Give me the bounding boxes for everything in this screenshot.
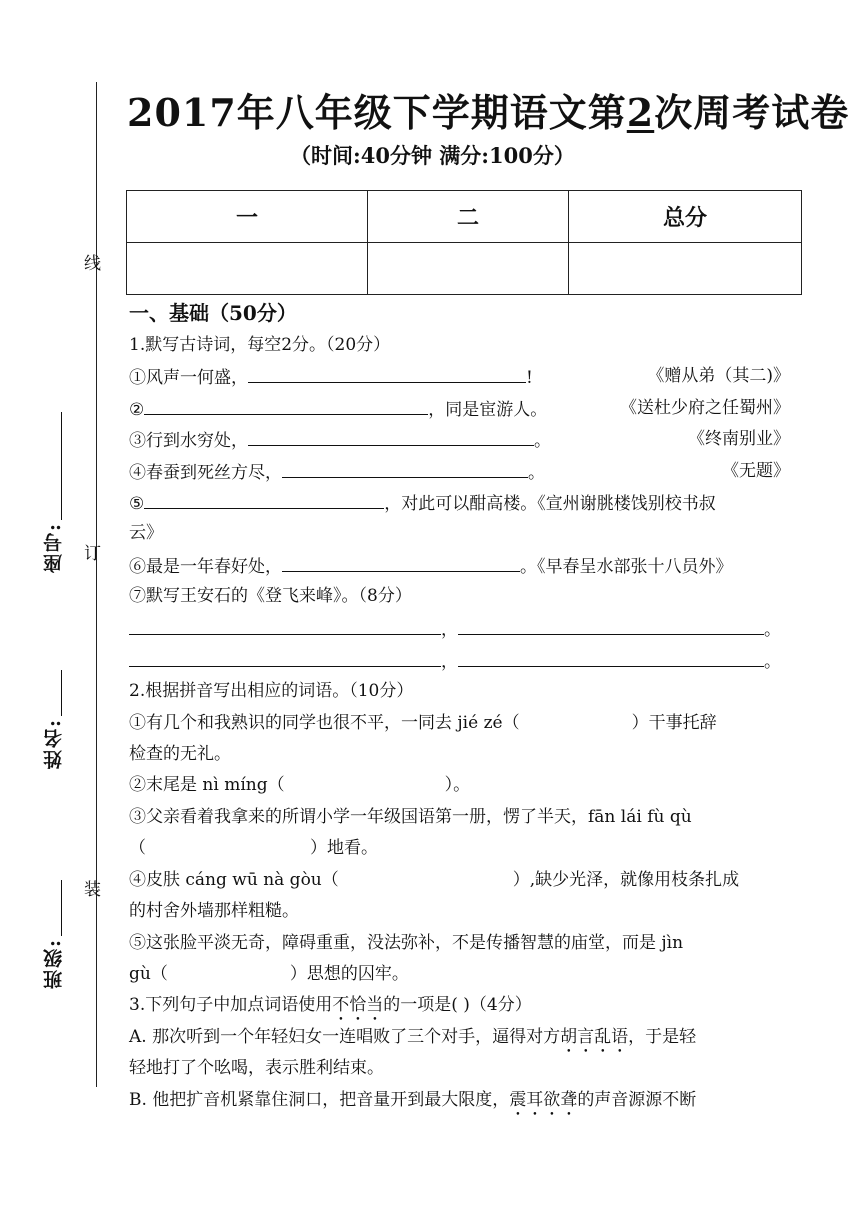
q3-option-b: B. 他把扩音机紧靠住洞口，把音量开到最大限度，震耳欲聋的声音源源不断 — [129, 1090, 697, 1110]
page-title: 2017年八年级下学期语文第2次周考试卷 — [127, 90, 850, 135]
score-header-2: 二 — [368, 191, 569, 243]
q2-item-2: ②末尾是 nì míng（ ）。 — [129, 775, 471, 795]
binding-line — [96, 82, 97, 1087]
q2-item-4-cont: 的村舍外墙那样粗糙。 — [129, 901, 299, 921]
q2-stem: 2.根据拼音写出相应的词语。（10分） — [129, 681, 414, 701]
q3-stem: 3.下列句子中加点词语使用不恰当的一项是( )（4分） — [129, 995, 532, 1015]
answer-blank[interactable] — [144, 396, 428, 415]
binding-char-zhuang: 装 — [80, 880, 100, 897]
q2-item-1-cont: 检查的无礼。 — [129, 744, 231, 764]
q3-option-a: A. 那次听到一个年轻妇女一连唱败了三个对手，逼得对方胡言乱语，于是轻 — [129, 1027, 697, 1047]
score-cell-1[interactable] — [127, 243, 368, 295]
q2-item-1: ①有几个和我熟识的同学也很不平，一同去 jié zé（ ）干事托辞 — [129, 713, 717, 733]
score-cell-2[interactable] — [368, 243, 569, 295]
q2-item-5-cont: gù（ ）思想的囚牢。 — [129, 964, 409, 984]
answer-blank[interactable] — [248, 427, 534, 446]
q1-line-3: ③行到水穷处， 。 — [129, 427, 551, 453]
class-label: 班级: — [43, 938, 65, 990]
q1-line-7: ⑦默写王安石的《登飞来峰》。（8分） — [129, 586, 412, 606]
q2-item-5: ⑤这张脸平淡无奇，障碍重重，没法弥补，不是传播智慧的庙堂，而是 jìn — [129, 933, 684, 953]
q2-item-3: ③父亲看着我拿来的所谓小学一年级国语第一册，愣了半天，fān lái fù qù — [129, 807, 692, 827]
answer-blank[interactable] — [129, 648, 441, 667]
q1-poem-row-2: ， 。 — [129, 648, 781, 674]
q3-option-a-cont: 轻地打了个吆喝，表示胜利结束。 — [129, 1058, 384, 1078]
binding-char-xian: 线 — [80, 254, 100, 271]
class-field[interactable] — [61, 880, 62, 936]
q1-source-1: 《赠从弟（其二)》 — [647, 366, 790, 386]
answer-blank[interactable] — [282, 553, 520, 572]
answer-blank[interactable] — [458, 648, 764, 667]
seat-field[interactable] — [61, 412, 62, 520]
q1-line-5: ⑤ ，对此可以酣高楼。《宣州谢朓楼饯别校书叔 — [129, 490, 716, 516]
score-header-1: 一 — [127, 191, 368, 243]
answer-blank[interactable] — [144, 490, 384, 509]
q1-poem-row-1: ， 。 — [129, 616, 781, 642]
q1-source-3: 《终南别业》 — [688, 429, 790, 449]
score-header-total: 总分 — [569, 191, 802, 243]
q1-source-2: 《送杜少府之任蜀州》 — [620, 398, 790, 418]
answer-blank[interactable] — [282, 459, 528, 478]
binding-char-ding: 订 — [80, 544, 100, 561]
q2-item-4: ④皮肤 cáng wū nà gòu（ ）,缺少光泽，就像用枝条扎成 — [129, 870, 740, 890]
q1-stem: 1.默写古诗词，每空2分。（20分） — [129, 335, 391, 355]
answer-blank[interactable] — [458, 616, 764, 635]
name-label: 姓名: — [43, 718, 65, 770]
page-subtitle: （时间:40分钟 满分:100分） — [290, 143, 575, 168]
q1-line-5-cont: 云》 — [129, 523, 163, 543]
answer-blank[interactable] — [248, 364, 526, 383]
seat-label: 座号: — [43, 522, 65, 574]
q2-item-3-cont: （ ）地看。 — [129, 838, 378, 858]
score-cell-total[interactable] — [569, 243, 802, 295]
q1-line-1: ①风声一何盛， ! — [129, 364, 533, 390]
exam-number: 2 — [626, 90, 655, 135]
q1-line-2: ② ，同是宦游人。 — [129, 396, 547, 422]
q1-line-4: ④春蚕到死丝方尽， 。 — [129, 459, 545, 485]
name-field[interactable] — [61, 670, 62, 716]
score-table — [126, 190, 802, 295]
section-heading: 一、基础（50分） — [129, 301, 297, 325]
q1-source-4: 《无题》 — [722, 461, 790, 481]
q1-line-6: ⑥最是一年春好处， 。《早春呈水部张十八员外》 — [129, 553, 733, 579]
answer-blank[interactable] — [129, 616, 441, 635]
